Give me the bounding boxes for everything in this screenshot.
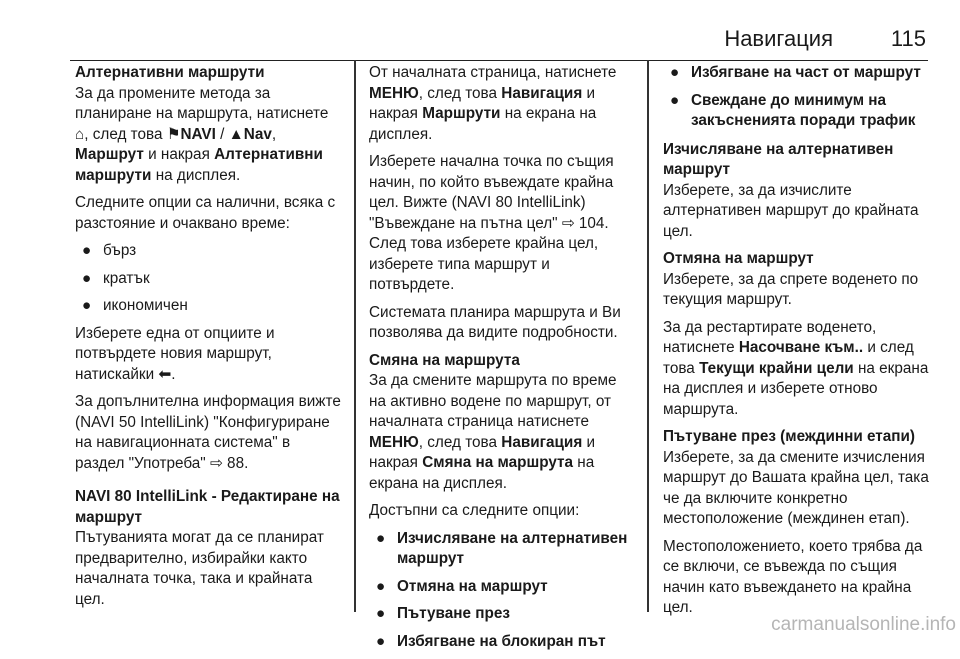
page-number: 115 xyxy=(890,26,926,51)
list-item: ● Изчисляване на алтернативен маршрут xyxy=(376,529,628,567)
paragraph: Изберете, за да спрете воденето по текущия маршрут. xyxy=(663,270,919,308)
list-item: ● Свеждане до минимум на закъсненията поради трафик xyxy=(670,91,916,129)
column-2 xyxy=(369,63,637,659)
list-item: ● кратък xyxy=(82,269,150,287)
section-heading: Пътуване през (междинни етапи) xyxy=(663,428,916,445)
paragraph: За да рестартирате воденето, натиснете Насочване към.. и след това Текущи крайни цели на екрана на дисплея и изберете отново маршрута. xyxy=(663,318,929,418)
paragraph: Изберете една от опциите и потвърдете новия маршрут, натискайки ⬅. xyxy=(75,324,275,383)
paragraph: Изберете начална точка по същия начин, по който въвеждате крайна цел. Вижте (NAVI 80 IntelliLink) "Въвеждане на пътна цел" ⇨ 104. След това изберете крайна цел, изберете типа маршрут и потвърдете. xyxy=(369,153,614,293)
list-item: ● икономичен xyxy=(82,297,188,314)
column-1 xyxy=(75,63,343,617)
list-item: ● Избягване на блокиран път xyxy=(376,632,606,650)
section-heading: Изчисляване на алтернативен маршрут xyxy=(663,140,894,178)
paragraph: Изберете, за да изчислите алтернативен маршрут до крайната цел. xyxy=(663,181,919,240)
paragraph: За допълнителна информация вижте (NAVI 50 IntelliLink) "Конфигуриране на навигационната система" в раздел "Употреба" ⇨ 88. xyxy=(75,393,341,472)
paragraph: Следните опции са налични, всяка с разстояние и очаквано време: xyxy=(75,194,336,232)
paragraph: За да промените метода за планиране на маршрута, натиснете ⌂, след това ⚑NAVI / ▲Nav, Маршрут и накрая Алтернативни маршрути на дисплея. xyxy=(75,84,329,184)
page-header xyxy=(70,26,928,61)
list-item: ● Избягване на част от маршрут xyxy=(670,64,921,81)
column-3 xyxy=(663,63,931,626)
list-item: ● Отмяна на маршрут xyxy=(376,577,548,595)
paragraph: За да смените маршрута по време на активно водене по маршрут, от началната страница натиснете МЕНЮ, след това Навигация и накрая Смяна на маршрута на екрана на дисплея. xyxy=(369,372,617,492)
paragraph: Местоположението, което трябва да се включи, се въвежда по същия начин като въвеждането на крайна цел. xyxy=(663,537,923,616)
column-divider xyxy=(647,60,649,612)
paragraph: Системата планира маршрута и Ви позволява да видите подробности. xyxy=(369,303,621,341)
paragraph: Достъпни са следните опции: xyxy=(369,502,580,519)
column-divider xyxy=(354,60,356,612)
paragraph: От началната страница, натиснете МЕНЮ, след това Навигация и накрая Маршрути на екрана на дисплея. xyxy=(369,64,617,143)
paragraph: Изберете, за да смените изчисления маршрут до Вашата крайна цел, така че да включите конкретно местоположение (междинен етап). xyxy=(663,448,929,527)
paragraph: Пътуванията могат да се планират предварително, избирайки както началната точка, така и крайната цел. xyxy=(75,529,324,608)
home-icon: ⌂ xyxy=(75,125,85,143)
section-heading: NAVI 80 IntelliLink - Редактиране на маршрут xyxy=(75,488,340,526)
back-icon: ⬅ xyxy=(158,365,172,383)
section-heading: Алтернативни маршрути xyxy=(75,64,265,81)
page-title: Навигация xyxy=(724,26,833,51)
section-heading: Смяна на маршрута xyxy=(369,351,520,369)
reference-arrow-icon: ⇨ xyxy=(561,214,575,232)
list-item: ● бърз xyxy=(82,242,137,259)
section-heading: Отмяна на маршрут xyxy=(663,250,814,267)
flag-icon: ⚑ xyxy=(166,125,181,143)
reference-arrow-icon: ⇨ xyxy=(209,454,223,472)
watermark: carmanualsonline.info xyxy=(771,614,956,635)
navigation-arrow-icon: ▲ xyxy=(228,125,244,143)
list-item: ● Пътуване през xyxy=(376,605,510,622)
